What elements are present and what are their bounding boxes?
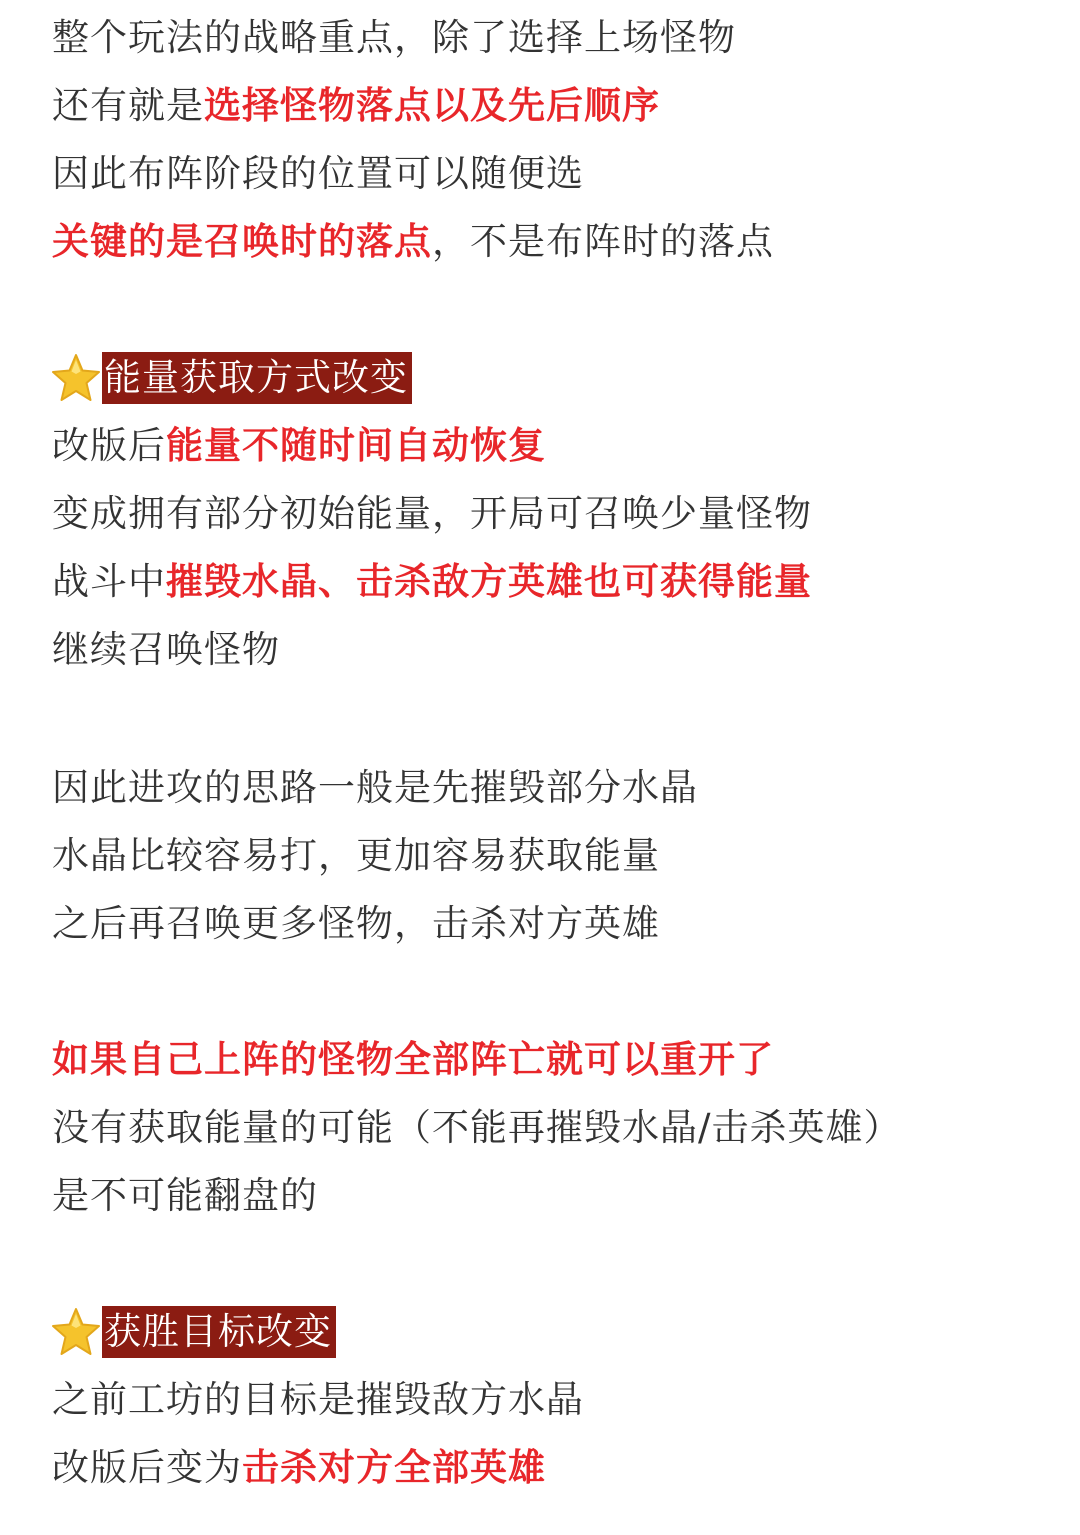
line-text: 水晶比较容易打，更加容易获取能量 <box>52 834 660 877</box>
text-line <box>52 490 812 538</box>
text-line <box>52 1036 774 1084</box>
line-text: 变成拥有部分初始能量，开局可召唤少量怪物 <box>52 492 812 535</box>
text-line <box>52 1444 546 1492</box>
star-icon <box>50 352 102 404</box>
section-heading-victory <box>50 1306 336 1358</box>
text-line <box>52 832 660 880</box>
section-heading-label: 获胜目标改变 <box>102 1306 336 1358</box>
section-heading-label: 能量获取方式改变 <box>102 352 412 404</box>
line-text: ，不是布阵时的落点 <box>432 220 774 263</box>
line-text: 因此布阵阶段的位置可以随便选 <box>52 152 584 195</box>
highlight-text: 能量不随时间自动恢复 <box>166 424 546 467</box>
highlight-text: 击杀对方全部英雄 <box>242 1446 546 1489</box>
text-line <box>52 626 280 674</box>
text-line <box>52 558 812 606</box>
line-text: 继续召唤怪物 <box>52 628 280 671</box>
text-line <box>52 1104 901 1152</box>
highlight-text: 如果自己上阵的怪物全部阵亡就可以重开了 <box>52 1038 774 1081</box>
line-text: 改版后 <box>52 424 166 467</box>
line-text: 改版后变为 <box>52 1446 242 1489</box>
text-line <box>52 1172 318 1220</box>
line-text: 是不可能翻盘的 <box>52 1174 318 1217</box>
text-line <box>52 14 736 62</box>
line-text: 之前工坊的目标是摧毁敌方水晶 <box>52 1378 584 1421</box>
star-icon <box>50 1306 102 1358</box>
text-line <box>52 900 660 948</box>
line-text: 整个玩法的战略重点，除了选择上场怪物 <box>52 16 736 59</box>
highlight-text: 关键的是召唤时的落点 <box>52 220 432 263</box>
text-line <box>52 82 660 130</box>
section-heading-energy <box>50 352 412 404</box>
line-text: 之后再召唤更多怪物，击杀对方英雄 <box>52 902 660 945</box>
line-text: 还有就是 <box>52 84 204 127</box>
highlight-text: 摧毁水晶、击杀敌方英雄也可获得能量 <box>166 560 812 603</box>
highlight-text: 选择怪物落点以及先后顺序 <box>204 84 660 127</box>
text-line <box>52 422 546 470</box>
line-text: 因此进攻的思路一般是先摧毁部分水晶 <box>52 766 698 809</box>
text-line <box>52 1376 584 1424</box>
text-line <box>52 150 584 198</box>
text-line <box>52 764 698 812</box>
line-text: 没有获取能量的可能（不能再摧毁水晶/击杀英雄） <box>52 1106 902 1149</box>
line-text: 战斗中 <box>52 560 166 603</box>
text-line <box>52 218 774 266</box>
